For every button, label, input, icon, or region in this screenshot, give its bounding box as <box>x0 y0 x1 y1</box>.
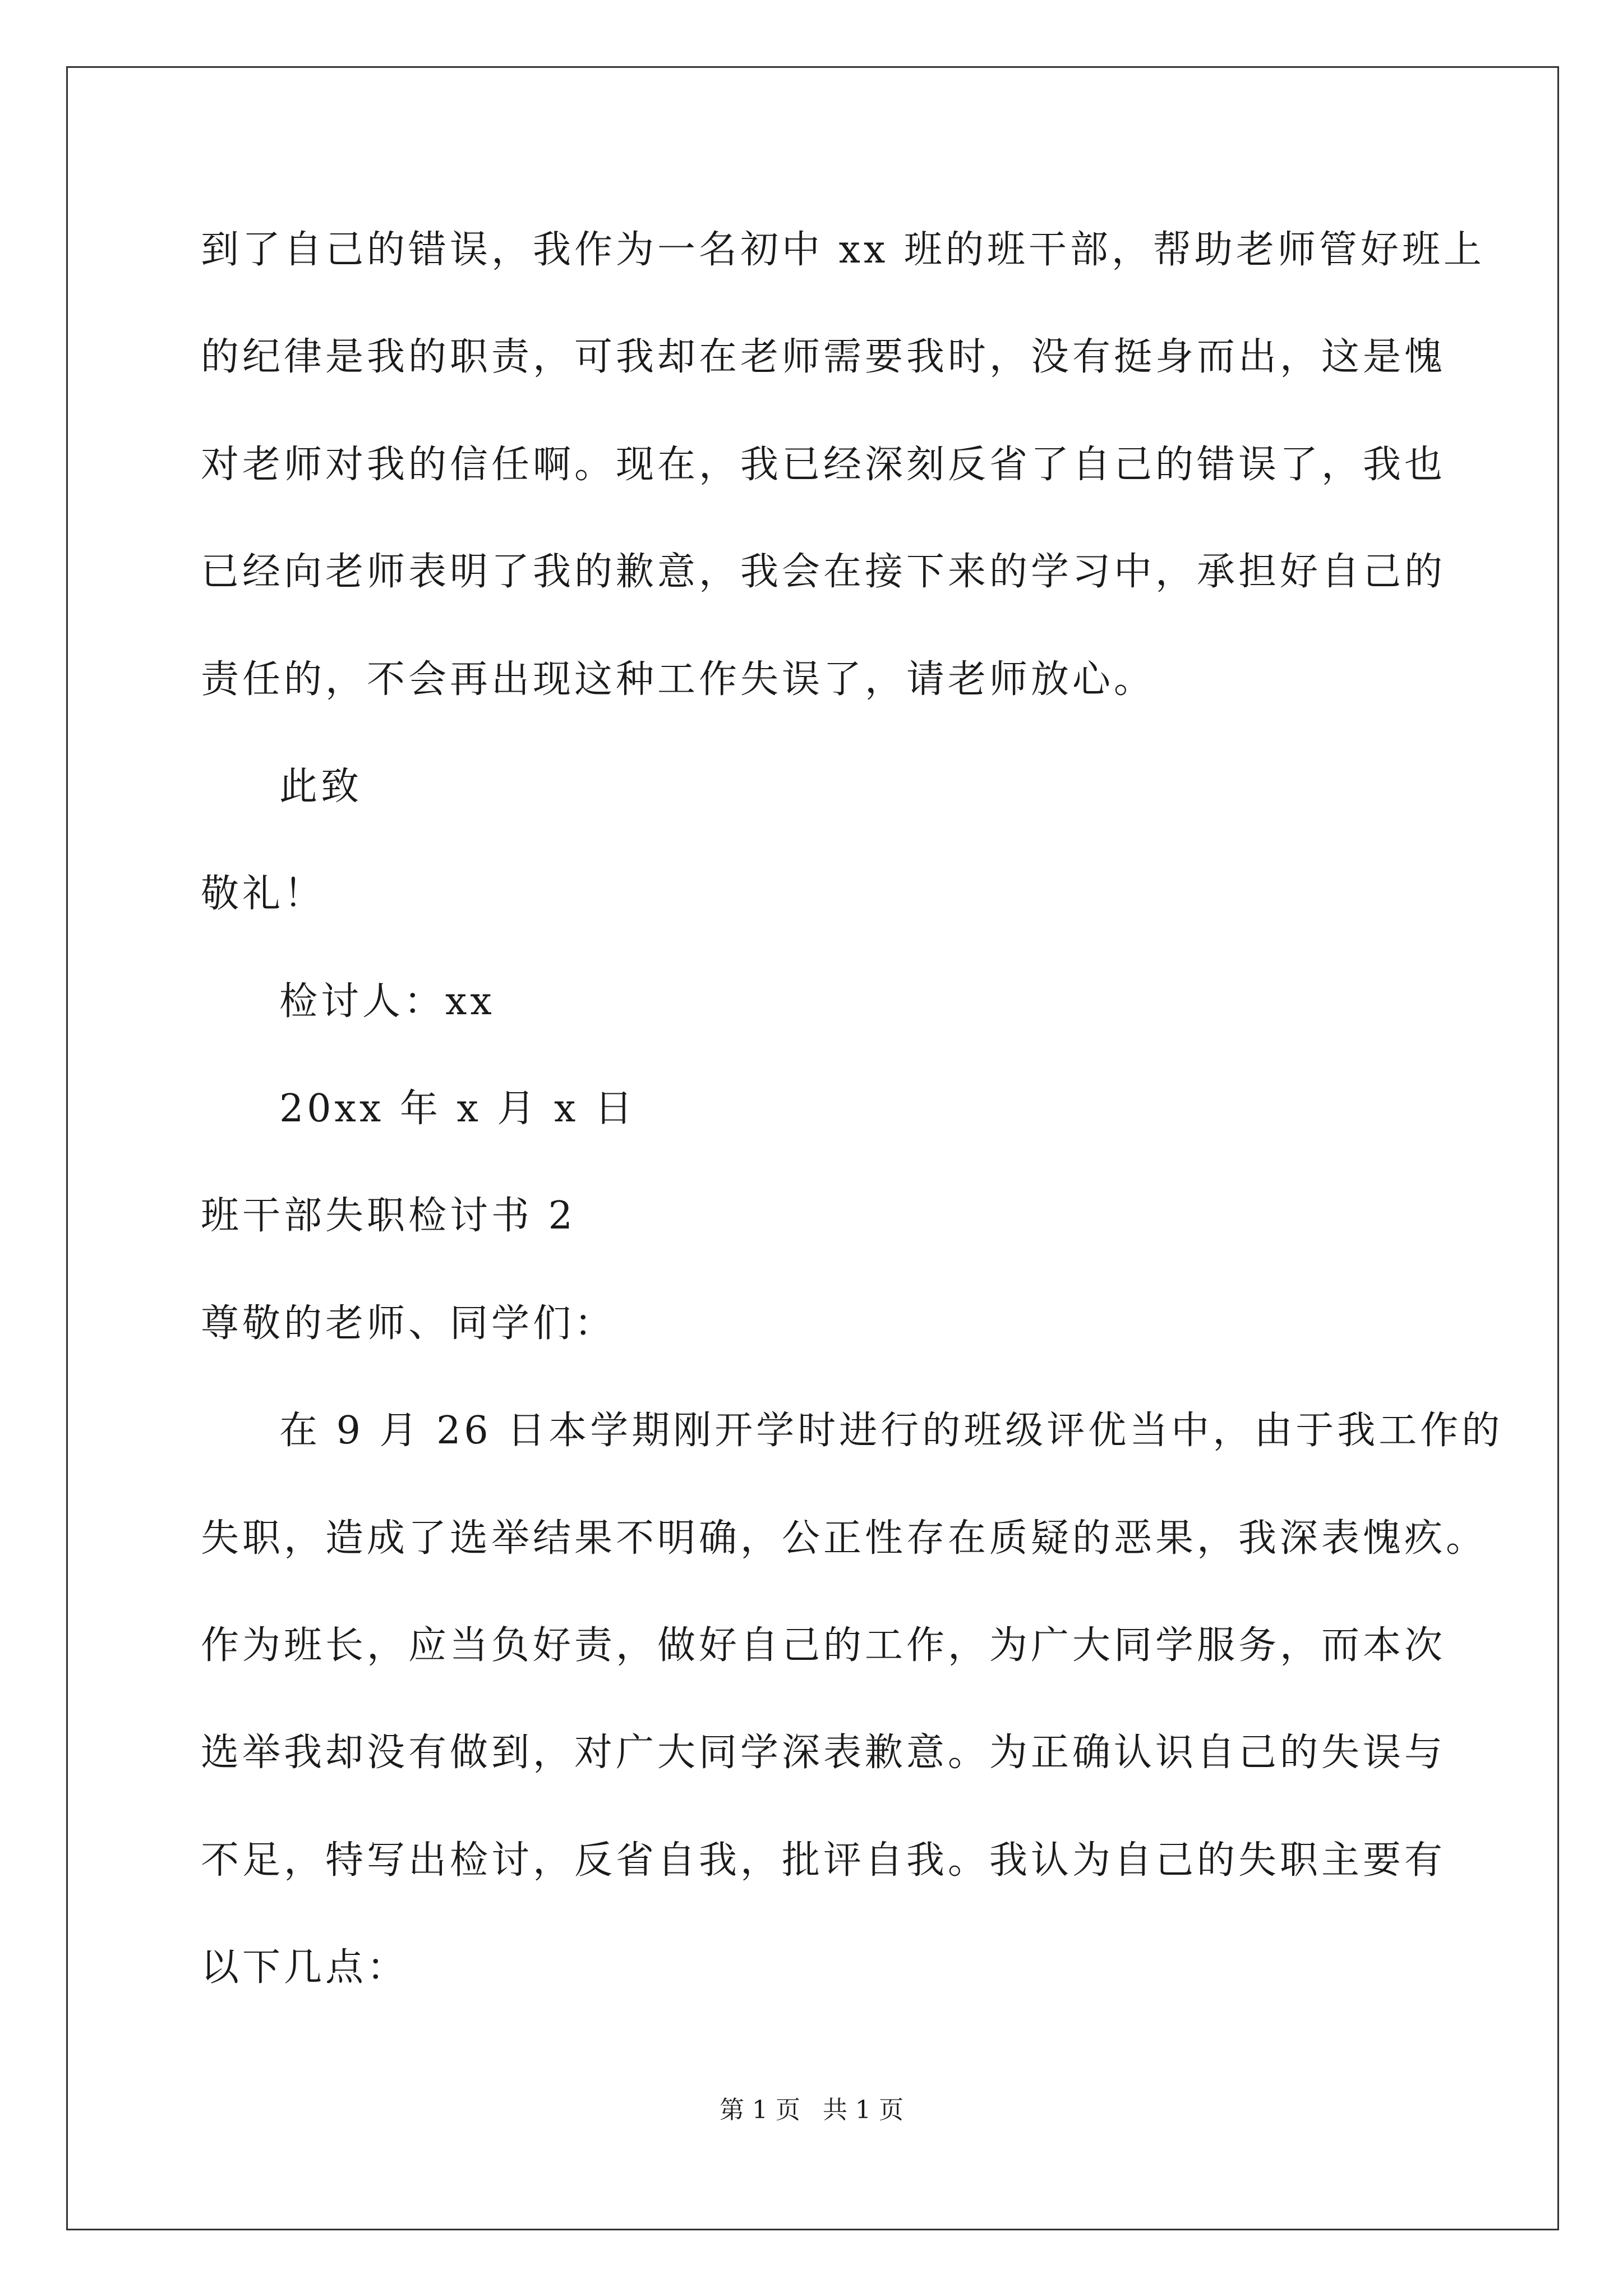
body-line: 责任的，不会再出现这种工作失误了，请老师放心。 <box>201 657 1156 702</box>
body-line: 不足，特写出检讨，反省自我，批评自我。我认为自己的失职主要有 <box>201 1838 1446 1883</box>
body-line: 失职，造成了选举结果不明确，公正性存在质疑的恶果，我深表愧疚。 <box>201 1516 1488 1561</box>
greeting-line: 尊敬的老师、同学们： <box>201 1301 616 1346</box>
body-line: 已经向老师表明了我的歉意，我会在接下来的学习中，承担好自己的 <box>201 550 1446 594</box>
body-line: 以下几点： <box>201 1945 409 1990</box>
body-line: 作为班长，应当负好责，做好自己的工作，为广大同学服务，而本次 <box>201 1623 1446 1668</box>
closing-salutation: 此致 <box>279 765 363 809</box>
closing-regards: 敬礼！ <box>201 872 326 916</box>
page-total: 共 1 页 <box>823 2096 903 2124</box>
body-line: 的纪律是我的职责，可我却在老师需要我时，没有挺身而出，这是愧 <box>201 335 1446 379</box>
body-line: 选举我却没有做到，对广大同学深表歉意。为正确认识自己的失误与 <box>201 1731 1446 1775</box>
body-line: 在 9 月 26 日本学期刚开学时进行的班级评优当中，由于我工作的 <box>279 1409 1504 1453</box>
page-number: 第 1 页 <box>720 2096 800 2124</box>
body-line: 到了自己的错误，我作为一名初中 xx 班的班干部，帮助老师管好班上 <box>201 228 1485 272</box>
body-line: 对老师对我的信任啊。现在，我已经深刻反省了自己的错误了，我也 <box>201 443 1446 487</box>
page-border <box>66 66 1559 2230</box>
page-footer <box>0 2098 1623 2123</box>
date-line: 20xx 年 x 月 x 日 <box>279 1087 637 1131</box>
signature-line: 检讨人：xx <box>279 979 495 1024</box>
section-title: 班干部失职检讨书 2 <box>201 1194 576 1238</box>
